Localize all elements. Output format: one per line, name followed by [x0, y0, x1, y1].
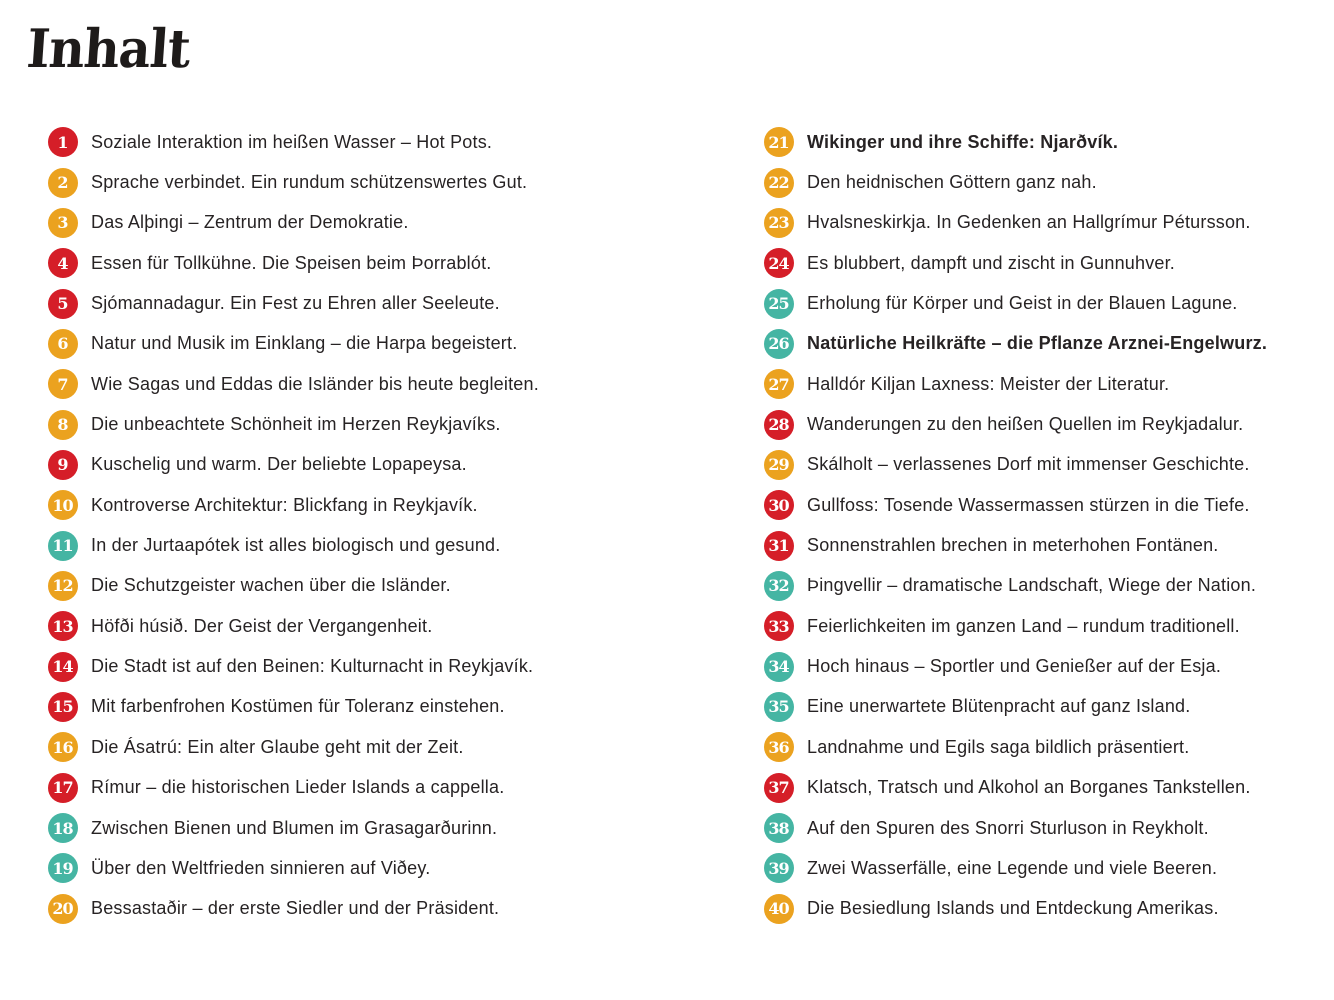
toc-column-right [764, 122, 1304, 929]
entry-number-badge: 24 [764, 248, 794, 278]
entry-title: Essen für Tollkühne. Die Speisen beim Þorrablót. [91, 252, 492, 273]
entry-number-badge: 7 [48, 369, 78, 399]
entry-number-badge: 22 [764, 168, 794, 198]
entry-title: Es blubbert, dampft und zischt in Gunnuhver. [807, 252, 1176, 273]
entry-number-badge: 26 [764, 329, 794, 359]
entry-title: Natur und Musik im Einklang – die Harpa begeistert. [91, 333, 518, 354]
entry-title: Wikinger und ihre Schiffe: Njarðvík. [807, 131, 1119, 152]
entry-title: Sjómannadagur. Ein Fest zu Ehren aller Seeleute. [91, 293, 500, 314]
toc-entry [764, 364, 1304, 404]
entry-title: Erholung für Körper und Geist in der Blauen Lagune. [807, 293, 1238, 314]
toc-entry [48, 324, 764, 364]
toc-entry [48, 808, 764, 848]
entry-number-badge: 31 [764, 531, 794, 561]
entry-number-badge: 30 [764, 490, 794, 520]
entry-number-badge: 11 [48, 531, 78, 561]
entry-number-badge: 3 [48, 208, 78, 238]
page-title: Inhalt [24, 18, 192, 80]
toc-entry [48, 203, 764, 243]
entry-title: Halldór Kiljan Laxness: Meister der Literatur. [807, 373, 1170, 394]
toc-entry [48, 243, 764, 283]
entry-title: Eine unerwartete Blütenpracht auf ganz Island. [807, 696, 1191, 717]
toc-entry [764, 283, 1304, 323]
entry-title: Kontroverse Architektur: Blickfang in Reykjavík. [91, 494, 478, 515]
entry-number-badge: 40 [764, 894, 794, 924]
entry-title: Sonnenstrahlen brechen in meterhohen Fontänen. [807, 535, 1219, 556]
toc-entry [764, 485, 1304, 525]
toc-entry [48, 364, 764, 404]
entry-title: Die Stadt ist auf den Beinen: Kulturnacht in Reykjavík. [91, 656, 534, 677]
toc-entry [48, 445, 764, 485]
entry-number-badge: 5 [48, 289, 78, 319]
toc-entry [764, 889, 1304, 929]
entry-title: Gullfoss: Tosende Wassermassen stürzen in die Tiefe. [807, 494, 1250, 515]
entry-title: Sprache verbindet. Ein rundum schützenswertes Gut. [91, 172, 528, 193]
entry-title: Soziale Interaktion im heißen Wasser – Hot Pots. [91, 131, 493, 152]
toc-entry [48, 485, 764, 525]
toc-entry [764, 203, 1304, 243]
entry-number-badge: 14 [48, 652, 78, 682]
entry-title: Auf den Spuren des Snorri Sturluson in Reykholt. [807, 817, 1209, 838]
toc-entry [48, 768, 764, 808]
entry-number-badge: 17 [48, 773, 78, 803]
entry-title: Wanderungen zu den heißen Quellen im Reykjadalur. [807, 414, 1244, 435]
entry-number-badge: 37 [764, 773, 794, 803]
entry-title: Über den Weltfrieden sinnieren auf Viðey. [91, 857, 431, 878]
toc-entry [764, 404, 1304, 444]
toc-entry [764, 687, 1304, 727]
toc-entry [764, 646, 1304, 686]
entry-title: Hvalsneskirkja. In Gedenken an Hallgrímur Pétursson. [807, 212, 1251, 233]
toc-entry [48, 162, 764, 202]
toc-entry [764, 122, 1304, 162]
entry-number-badge: 19 [48, 853, 78, 883]
entry-title: Klatsch, Tratsch und Alkohol an Borganes Tankstellen. [807, 777, 1251, 798]
entry-title: Zwischen Bienen und Blumen im Grasagarðurinn. [91, 817, 498, 838]
entry-number-badge: 29 [764, 450, 794, 480]
entry-number-badge: 4 [48, 248, 78, 278]
entry-title: Þingvellir – dramatische Landschaft, Wiege der Nation. [807, 575, 1257, 596]
toc-entry [48, 525, 764, 565]
entry-title: Die Besiedlung Islands und Entdeckung Amerikas. [807, 898, 1219, 919]
toc-entry [764, 848, 1304, 888]
entry-number-badge: 39 [764, 853, 794, 883]
entry-number-badge: 36 [764, 732, 794, 762]
entry-title: Die Ásatrú: Ein alter Glaube geht mit der Zeit. [91, 736, 464, 757]
toc-entry [48, 566, 764, 606]
entry-number-badge: 34 [764, 652, 794, 682]
entry-title: Den heidnischen Göttern ganz nah. [807, 172, 1097, 193]
toc-entry [48, 283, 764, 323]
entry-number-badge: 18 [48, 813, 78, 843]
toc-entry [48, 687, 764, 727]
entry-number-badge: 6 [48, 329, 78, 359]
entry-number-badge: 27 [764, 369, 794, 399]
entry-number-badge: 33 [764, 611, 794, 641]
entry-title: Rímur – die historischen Lieder Islands a cappella. [91, 777, 505, 798]
entry-title: Natürliche Heilkräfte – die Pflanze Arznei-Engelwurz. [807, 333, 1268, 354]
entry-number-badge: 35 [764, 692, 794, 722]
toc-entry [764, 324, 1304, 364]
entry-number-badge: 2 [48, 168, 78, 198]
entry-number-badge: 13 [48, 611, 78, 641]
toc-entry [48, 889, 764, 929]
entry-number-badge: 1 [48, 127, 78, 157]
toc-entry [764, 243, 1304, 283]
entry-title: Hoch hinaus – Sportler und Genießer auf der Esja. [807, 656, 1222, 677]
entry-title: Das Alþingi – Zentrum der Demokratie. [91, 212, 409, 233]
toc-entry [48, 122, 764, 162]
toc-entry [764, 808, 1304, 848]
toc-entry [764, 566, 1304, 606]
entry-number-badge: 9 [48, 450, 78, 480]
entry-title: Wie Sagas und Eddas die Isländer bis heute begleiten. [91, 373, 539, 394]
entry-number-badge: 20 [48, 894, 78, 924]
entry-number-badge: 38 [764, 813, 794, 843]
toc-entry [48, 848, 764, 888]
entry-title: In der Jurtaapótek ist alles biologisch und gesund. [91, 535, 501, 556]
toc-entry [764, 525, 1304, 565]
entry-number-badge: 10 [48, 490, 78, 520]
entry-title: Feierlichkeiten im ganzen Land – rundum traditionell. [807, 615, 1240, 636]
entry-number-badge: 32 [764, 571, 794, 601]
toc-entry [764, 606, 1304, 646]
entry-title: Mit farbenfrohen Kostümen für Toleranz einstehen. [91, 696, 505, 717]
toc-columns [48, 122, 1304, 929]
toc-entry [48, 727, 764, 767]
toc-entry [764, 162, 1304, 202]
entry-title: Zwei Wasserfälle, eine Legende und viele Beeren. [807, 857, 1218, 878]
toc-column-left [48, 122, 764, 929]
entry-number-badge: 28 [764, 410, 794, 440]
toc-entry [48, 606, 764, 646]
toc-entry [764, 445, 1304, 485]
entry-number-badge: 25 [764, 289, 794, 319]
entry-title: Kuschelig und warm. Der beliebte Lopapeysa. [91, 454, 467, 475]
entry-number-badge: 12 [48, 571, 78, 601]
toc-entry [764, 727, 1304, 767]
entry-title: Höfði húsið. Der Geist der Vergangenheit. [91, 615, 433, 636]
entry-number-badge: 8 [48, 410, 78, 440]
entry-title: Bessastaðir – der erste Siedler und der Präsident. [91, 898, 500, 919]
toc-entry [48, 404, 764, 444]
entry-title: Die Schutzgeister wachen über die Isländer. [91, 575, 451, 596]
entry-title: Die unbeachtete Schönheit im Herzen Reykjavíks. [91, 414, 501, 435]
toc-entry [764, 768, 1304, 808]
entry-number-badge: 16 [48, 732, 78, 762]
entry-title: Landnahme und Egils saga bildlich präsentiert. [807, 736, 1190, 757]
entry-number-badge: 23 [764, 208, 794, 238]
entry-title: Skálholt – verlassenes Dorf mit immenser Geschichte. [807, 454, 1250, 475]
entry-number-badge: 21 [764, 127, 794, 157]
entry-number-badge: 15 [48, 692, 78, 722]
toc-entry [48, 646, 764, 686]
